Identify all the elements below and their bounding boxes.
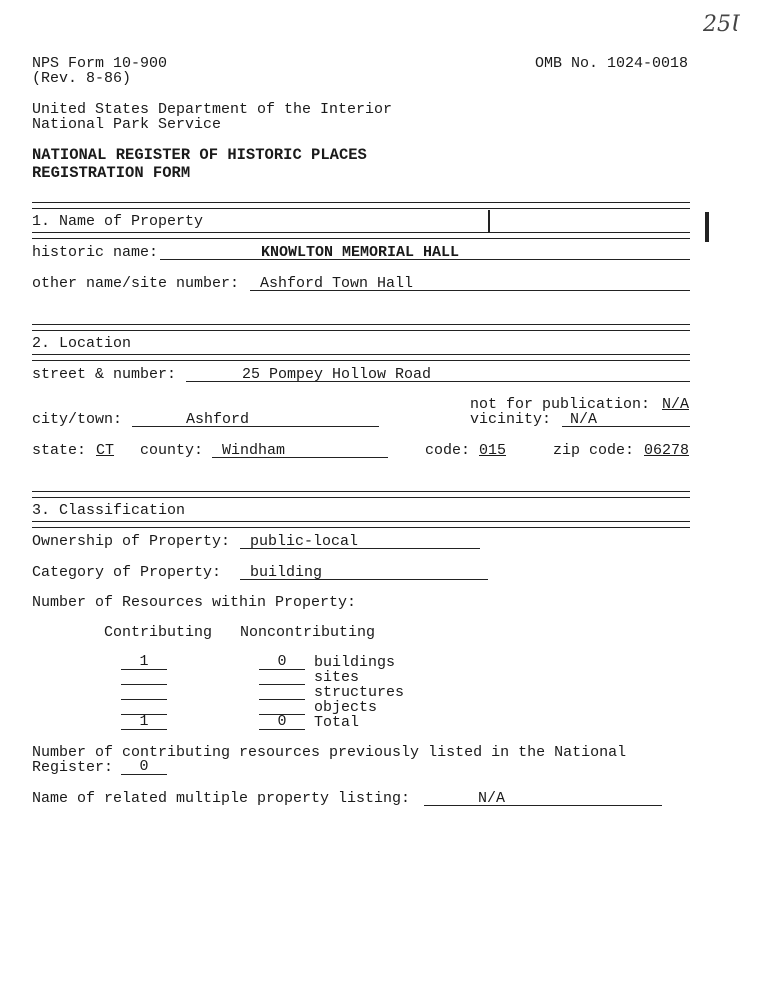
resource-label-total: Total: [314, 714, 360, 731]
resource-label-sites: sites: [314, 669, 360, 686]
category-label: Category of Property:: [32, 564, 222, 581]
category-value[interactable]: building: [250, 564, 323, 581]
city-value[interactable]: Ashford: [186, 411, 250, 428]
department-name: United States Department of the Interior: [32, 101, 393, 118]
street-value[interactable]: 25 Pompey Hollow Road: [242, 366, 432, 383]
section1-heading: 1. Name of Property: [32, 213, 204, 230]
section-divider: [32, 521, 690, 528]
form-id: NPS Form 10-900: [32, 55, 168, 72]
ownership-value[interactable]: public-local: [250, 533, 359, 550]
other-name-value[interactable]: Ashford Town Hall: [260, 275, 414, 292]
multiple-listing-line: [424, 805, 662, 806]
section-divider: [32, 491, 690, 498]
vicinity-value[interactable]: N/A: [570, 411, 598, 428]
not-for-publication-value[interactable]: N/A: [662, 396, 690, 413]
resources-label: Number of Resources within Property:: [32, 594, 357, 611]
resource-label-buildings: buildings: [314, 654, 396, 671]
multiple-listing-label: Name of related multiple property listing:: [32, 790, 411, 807]
previously-listed-value[interactable]: 0: [121, 760, 167, 775]
contributing-sites[interactable]: [121, 670, 167, 685]
other-name-label: other name/site number:: [32, 275, 240, 292]
contributing-header: Contributing: [104, 624, 213, 641]
service-name: National Park Service: [32, 116, 222, 133]
multiple-listing-value[interactable]: N/A: [478, 790, 506, 807]
section-divider: [32, 324, 690, 331]
noncontributing-sites[interactable]: [259, 670, 305, 685]
section3-heading: 3. Classification: [32, 502, 186, 519]
zip-label: zip code:: [553, 442, 635, 459]
omb-number: OMB No. 1024-0018: [535, 55, 689, 72]
form-title-line1: NATIONAL REGISTER OF HISTORIC PLACES: [32, 146, 367, 164]
contributing-total[interactable]: 1: [121, 715, 167, 730]
historic-name-value[interactable]: KNOWLTON MEMORIAL HALL: [261, 244, 460, 261]
noncontributing-buildings[interactable]: 0: [259, 655, 305, 670]
section2-heading: 2. Location: [32, 335, 132, 352]
city-label: city/town:: [32, 411, 123, 428]
noncontributing-structures[interactable]: [259, 685, 305, 700]
city-line: [132, 426, 379, 427]
not-for-publication-label: not for publication:: [470, 396, 651, 413]
scan-mark: [705, 212, 709, 242]
form-revision: (Rev. 8-86): [32, 70, 132, 87]
section-divider: [32, 354, 690, 361]
resource-label-objects: objects: [314, 699, 378, 716]
county-label: county:: [140, 442, 204, 459]
historic-name-label: historic name:: [32, 244, 159, 261]
register-label: Register:: [32, 759, 114, 776]
previously-listed-label: Number of contributing resources previously listed in the National: [32, 744, 627, 761]
state-label: state:: [32, 442, 87, 459]
resource-label-structures: structures: [314, 684, 405, 701]
section-divider: [32, 232, 690, 239]
contributing-buildings[interactable]: 1: [121, 655, 167, 670]
contributing-structures[interactable]: [121, 685, 167, 700]
zip-value[interactable]: 06278: [644, 442, 690, 459]
noncontributing-total[interactable]: 0: [259, 715, 305, 730]
ownership-label: Ownership of Property:: [32, 533, 231, 550]
scan-mark: [488, 210, 490, 232]
handwritten-page-number: 25Ꙇ: [703, 12, 740, 37]
state-value[interactable]: CT: [96, 442, 115, 459]
form-title-line2: REGISTRATION FORM: [32, 164, 191, 182]
vicinity-label: vicinity:: [470, 411, 552, 428]
street-label: street & number:: [32, 366, 177, 383]
code-value[interactable]: 015: [479, 442, 507, 459]
section-divider: [32, 202, 690, 209]
code-label: code:: [425, 442, 471, 459]
noncontributing-header: Noncontributing: [240, 624, 376, 641]
county-value[interactable]: Windham: [222, 442, 286, 459]
